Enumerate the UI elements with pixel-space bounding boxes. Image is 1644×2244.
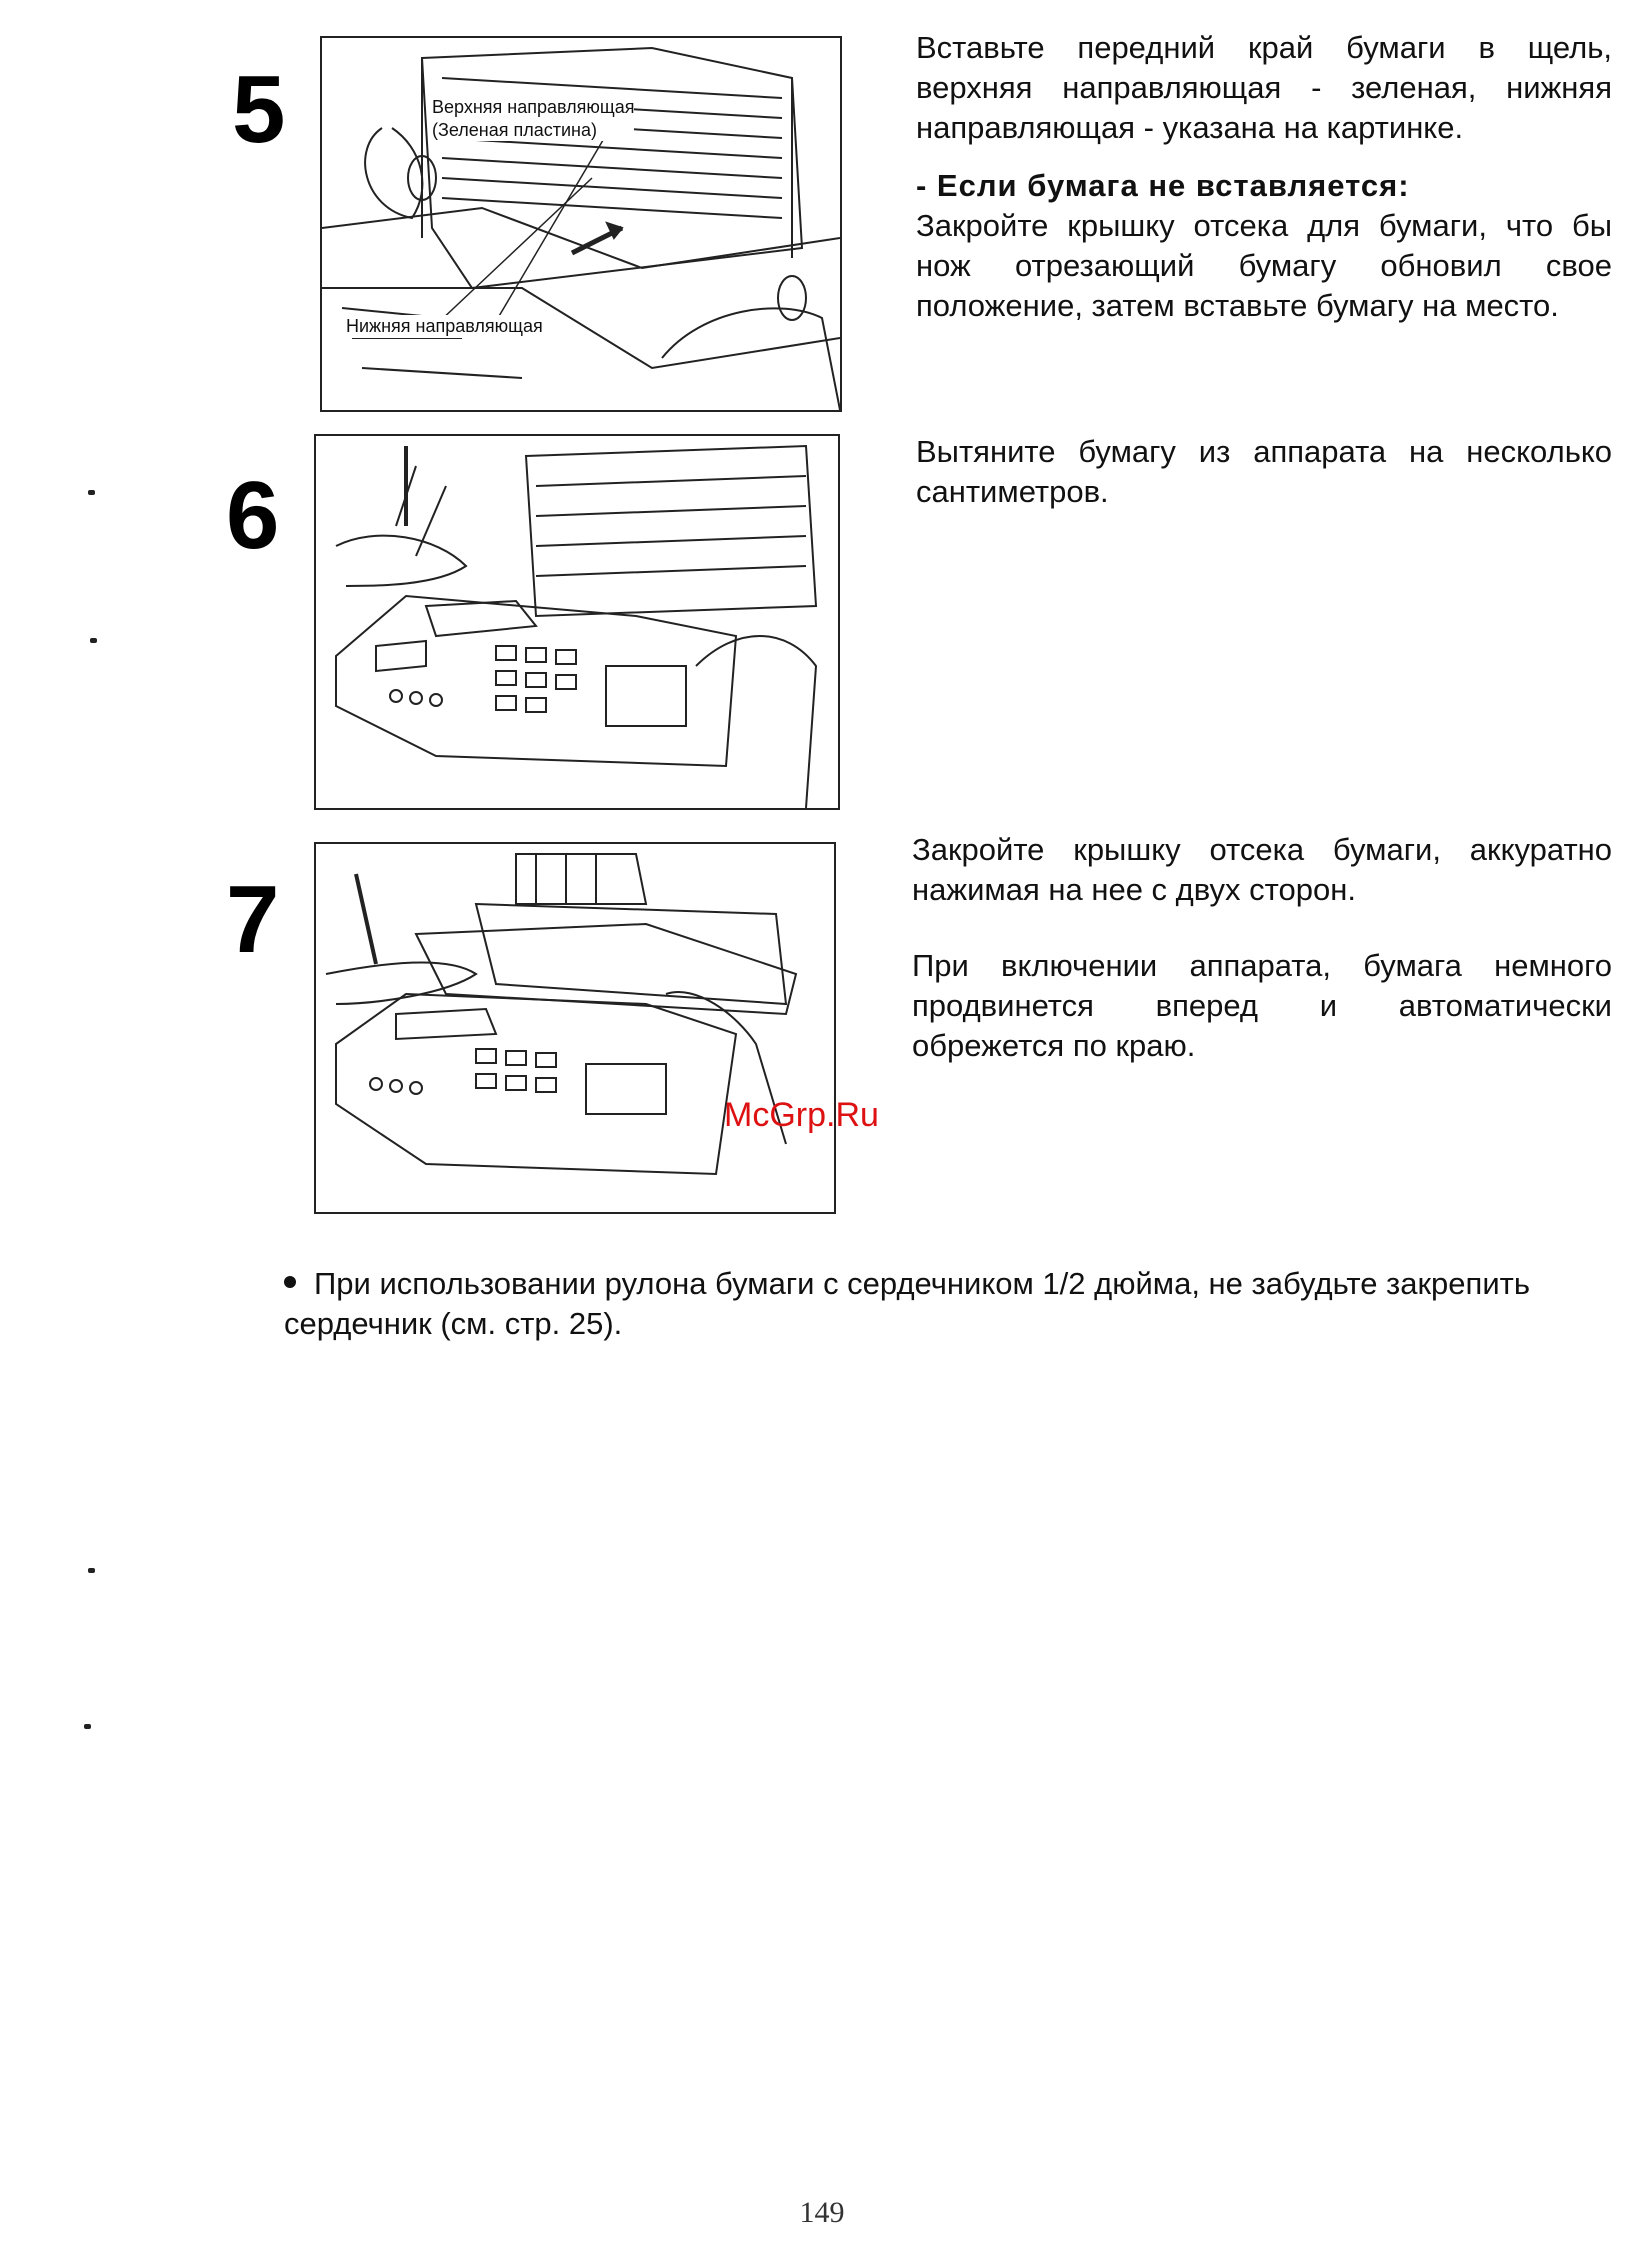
- callout-upper-guide-line2: (Зеленая пластина): [432, 119, 597, 140]
- fax-close-cover-drawing: [316, 844, 834, 1212]
- step-6-instructions: [916, 432, 1612, 512]
- bullet-icon: [284, 1276, 296, 1288]
- callout-upper-guide: [432, 96, 634, 141]
- fax-open-cover-drawing: [322, 38, 840, 410]
- step-5-subheading: - Если бумага не вставляется:: [916, 168, 1410, 203]
- scan-speck: [84, 1724, 91, 1729]
- step-5-illustration: [320, 36, 842, 412]
- step-6-text: Вытяните бумагу из аппарата на несколько сантиметров.: [916, 434, 1612, 509]
- step-5-instructions: [916, 28, 1612, 326]
- callout-lower-guide: Нижняя направляющая: [346, 316, 543, 336]
- step-5-subtext: Закройте крышку отсека для бумаги, что бы нож отрезающий бумагу обновил свое положение, затем вставьте бумагу на место.: [916, 208, 1612, 323]
- step-5-text: Вставьте передний край бумаги в щель, верхняя направляющая - зеленая, нижняя направляющая - указана на картинке.: [916, 30, 1612, 145]
- scan-speck: [88, 1568, 95, 1573]
- step-6-number: 6: [226, 462, 280, 569]
- scan-speck: [90, 638, 97, 643]
- page-number: 149: [799, 2196, 845, 2229]
- callout-upper-guide-line1: Верхняя направляющая: [432, 97, 635, 117]
- note-text: При использовании рулона бумаги с сердечником 1/2 дюйма, не забудьте закрепить сердечник (см. стр. 25).: [284, 1266, 1530, 1341]
- watermark: McGrp.Ru: [724, 1096, 879, 1134]
- fax-pull-paper-drawing: [316, 436, 838, 808]
- step-7-text: Закройте крышку отсека бумаги, аккуратно нажимая на нее с двух сторон.: [912, 832, 1612, 907]
- step-7-number: 7: [226, 866, 280, 973]
- step-7-text-2: При включении аппарата, бумага немного продвинется вперед и автоматически обрежется по краю.: [912, 948, 1612, 1063]
- note-paper-core: [284, 1264, 1544, 1344]
- step-7-instructions: [912, 830, 1612, 1066]
- step-6-illustration: [314, 434, 840, 810]
- step-7-illustration: [314, 842, 836, 1214]
- scan-speck: [88, 490, 95, 495]
- step-5-number: 5: [232, 56, 286, 163]
